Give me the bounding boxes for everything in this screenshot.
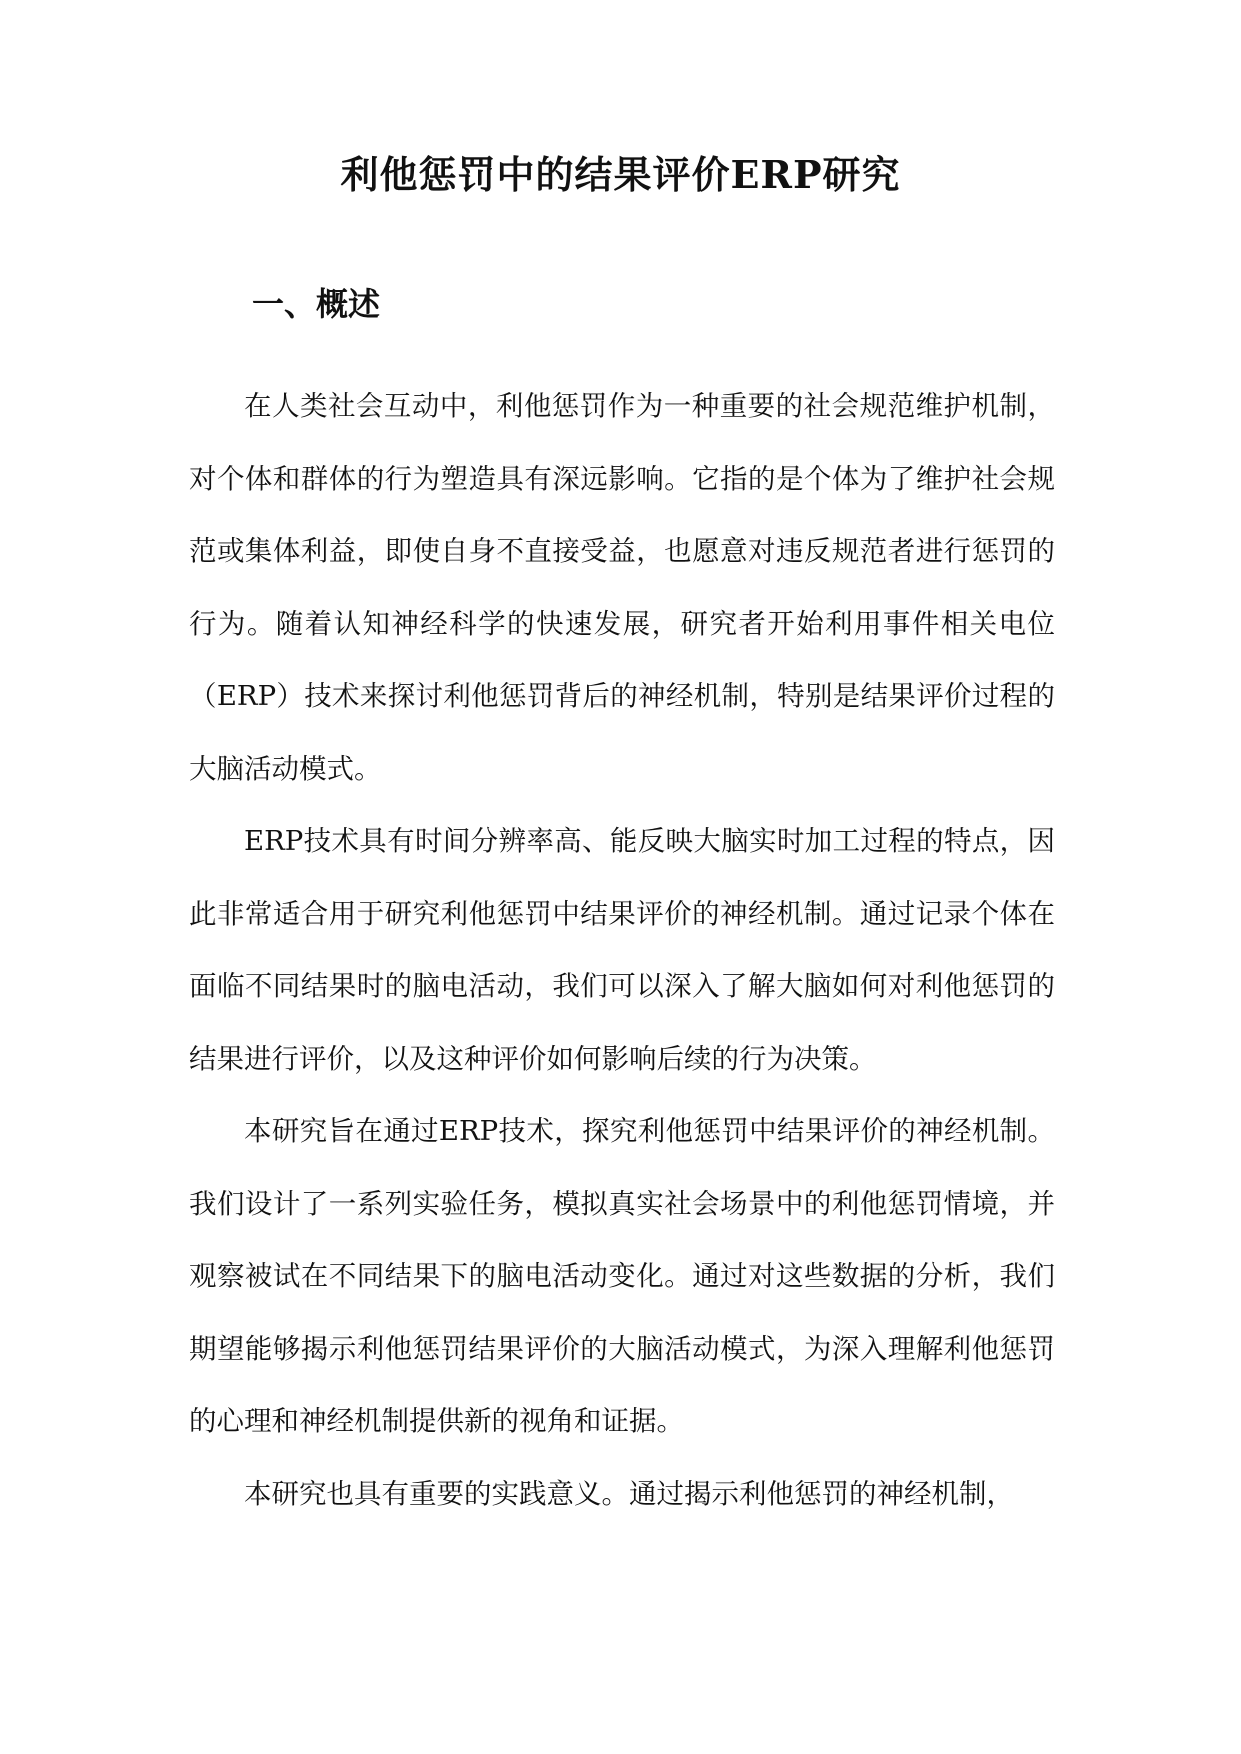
paragraph-3: 本研究旨在通过ERP技术，探究利他惩罚中结果评价的神经机制。我们设计了一系列实验任务，模拟真实社会场景中的利他惩罚情境，并观察被试在不同结果下的脑电活动变化。通过对这些数据的分析，我们期望能够揭示利他惩罚结果评价的大脑活动模式，为深入理解利他惩罚的心理和神经机制提供新的视角和证据。 — [189, 1115, 1055, 1437]
paragraph-4: 本研究也具有重要的实践意义。通过揭示利他惩罚的神经机制， — [244, 1477, 1014, 1510]
document-title: 利他惩罚中的结果评价ERP研究 — [340, 152, 901, 197]
paragraph-2: ERP技术具有时间分辨率高、能反映大脑实时加工过程的特点，因此非常适合用于研究利他惩罚中结果评价的神经机制。通过记录个体在面临不同结果时的脑电活动，我们可以深入了解大脑如何对利他惩罚的结果进行评价，以及这种评价如何影响后续的行为决策。 — [189, 825, 1055, 1075]
body-text — [189, 370, 1055, 1530]
section-heading: 一、概述 — [252, 285, 381, 323]
paragraph-1: 在人类社会互动中，利他惩罚作为一种重要的社会规范维护机制，对个体和群体的行为塑造具有深远影响。它指的是个体为了维护社会规范或集体利益，即使自身不直接受益，也愿意对违反规范者进行惩罚的行为。随着认知神经科学的快速发展，研究者开始利用事件相关电位（ERP）技术来探讨利他惩罚背后的神经机制，特别是结果评价过程的大脑活动模式。 — [189, 390, 1055, 785]
